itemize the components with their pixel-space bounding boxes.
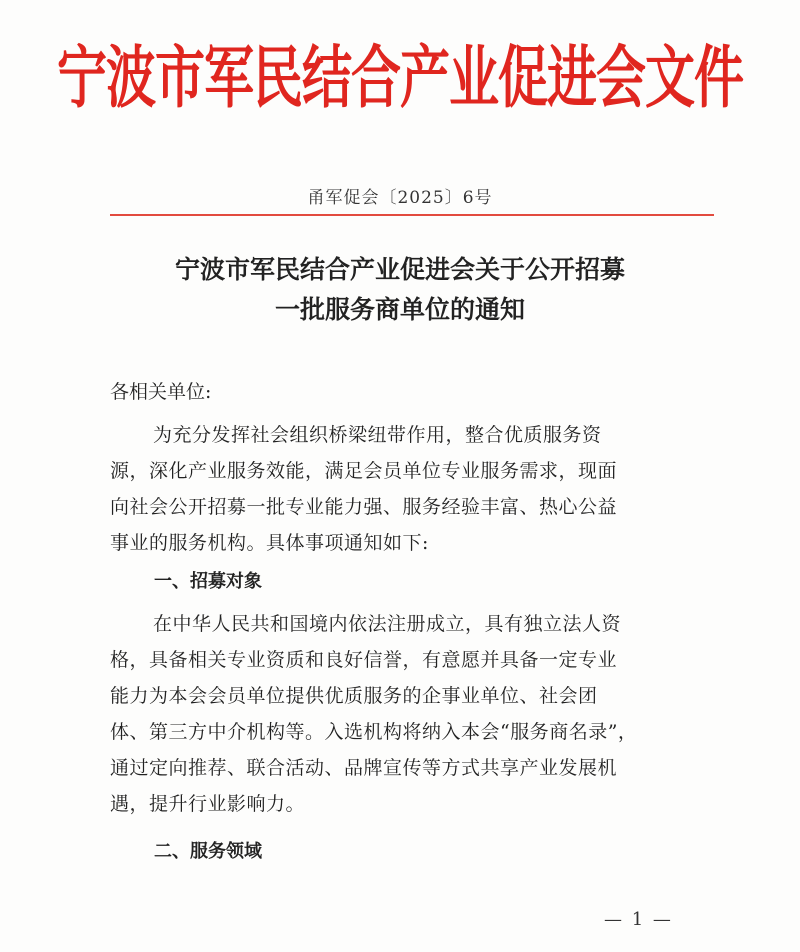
section1-line: 体、第三方中介机构等。入选机构将纳入本会“服务商名录”， [110, 721, 638, 743]
document-title-line-1: 宁波市军民结合产业促进会关于公开招募 [174, 255, 625, 284]
intro-line: 向社会公开招募一批专业能力强、服务经验丰富、热心公益 [110, 496, 618, 518]
section1-line: 能力为本会会员单位提供优质服务的企事业单位、社会团 [110, 685, 598, 707]
intro-line: 事业的服务机构。具体事项通知如下: [110, 532, 429, 554]
section1-line: 遇，提升行业影响力。 [110, 793, 306, 815]
intro-line: 源，深化产业服务效能，满足会员单位专业服务需求，现面 [110, 460, 618, 482]
org-header-title: 宁波市军民结合产业促进会文件 [57, 38, 743, 118]
document-title [0, 250, 800, 330]
page-number: — 1 — [604, 909, 673, 930]
section1-line: 格，具备相关专业资质和良好信誉，有意愿并具备一定专业 [110, 649, 618, 671]
salutation: 各相关单位: [110, 381, 212, 403]
intro-paragraph [110, 417, 690, 561]
section1-line: 通过定向推荐、联合活动、品牌宣传等方式共享产业发展机 [110, 757, 618, 779]
red-divider-line [110, 214, 714, 216]
section-heading-service-areas: 二、服务领域 [154, 841, 262, 862]
document-title-line-2: 一批服务商单位的通知 [274, 295, 525, 324]
section1-line: 在中华人民共和国境内依法注册成立，具有独立法人资 [153, 613, 622, 635]
section1-paragraph [110, 606, 690, 822]
section-heading-recruitment-targets: 一、招募对象 [154, 571, 262, 592]
intro-line: 为充分发挥社会组织桥梁纽带作用，整合优质服务资 [153, 424, 602, 446]
document-number: 甬军促会〔2025〕6号 [307, 188, 493, 208]
